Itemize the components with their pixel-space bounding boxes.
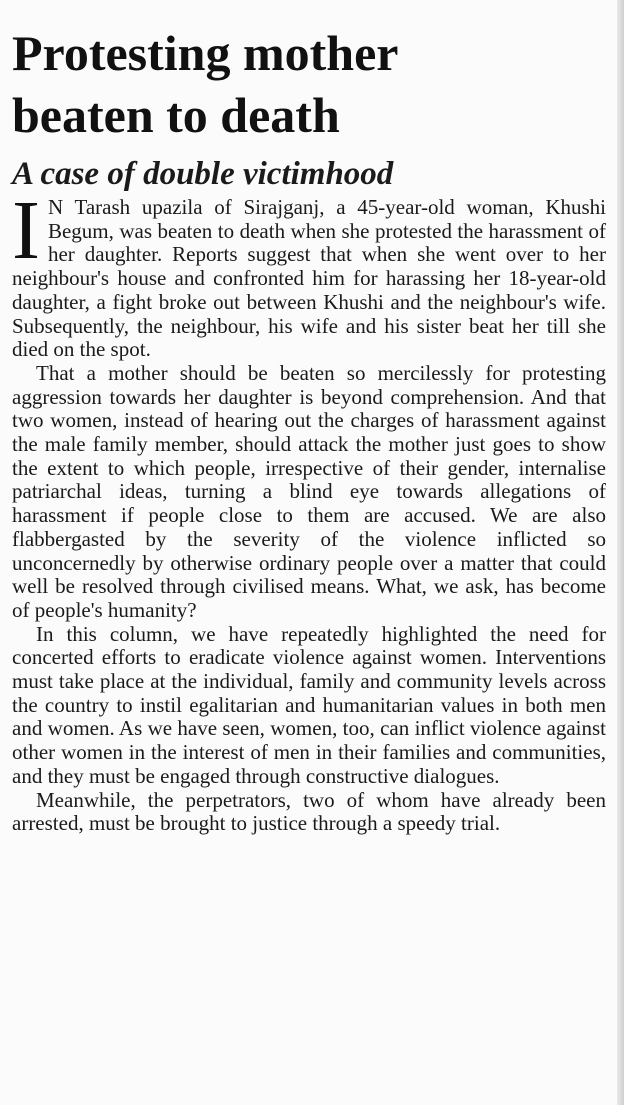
drop-cap: I (12, 184, 40, 277)
headline (12, 22, 606, 146)
headline-line-1: Protesting mother (12, 25, 399, 81)
paragraph-4: Meanwhile, the perpetrators, two of whom have already been arrested, must be brought to justice through a speedy trial. (12, 787, 606, 836)
article-body (12, 184, 606, 836)
paragraph-1 (12, 184, 606, 362)
page-edge-shadow (617, 0, 624, 1105)
subheadline: A case of double victimhood (12, 156, 394, 192)
paragraph-1-text: N Tarash upazila of Sirajganj, a 45-year-old woman, Khushi Begum, was beaten to death when she protested the harassment of her daughter. Reports suggest that when she went over to her neighbour's house and confronted him for harassing her 18-year-old daughter, a fight broke out between Khushi and the neighbour's wife. Subsequently, the neighbour, his wife and his sister beat her till she died on the spot. (12, 195, 606, 362)
headline-line-2: beaten to death (12, 87, 340, 143)
paragraph-3: In this column, we have repeatedly highlighted the need for concerted efforts to eradicate violence against women. Interventions must take place at the individual, family and community levels across the country to instil egalitarian and humanitarian values in both men and women. As we have seen, women, too, can inflict violence against other women in the interest of men in their families and communities, and they must be engaged through constructive dialogues. (12, 621, 606, 788)
paragraph-2: That a mother should be beaten so mercilessly for protesting aggression towards her daughter is beyond comprehension. And that two women, instead of hearing out the charges of harassment against the male family member, should attack the mother just goes to show the extent to which people, irrespective of their gender, internalise patriarchal ideas, turning a blind eye towards allegations of harassment if people close to them are accused. We are also flabbergasted by the severity of the violence inflicted so unconcernedly by otherwise ordinary people over a matter that could well be resolved through civilised means. What, we ask, has become of people's humanity? (12, 360, 606, 622)
